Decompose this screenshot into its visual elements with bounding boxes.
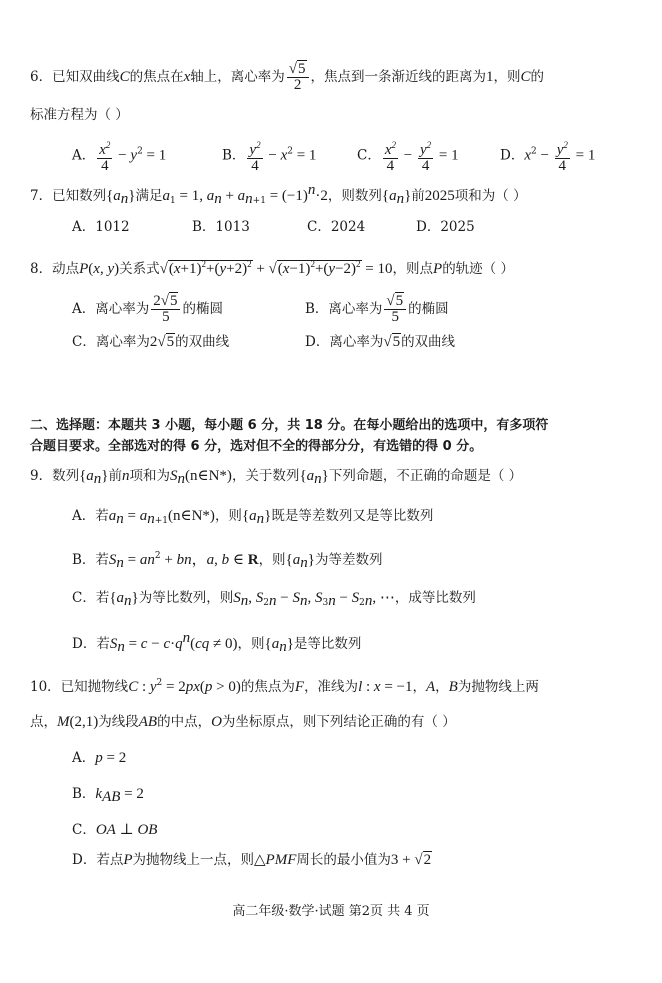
q8-option-text: 的双曲线	[401, 334, 456, 350]
q6-text: 轴上，离心率为	[190, 69, 285, 85]
q9-option-text: 是等比数列	[293, 636, 362, 652]
q9-option-b: B．若$S_n = an^2$ + bn，a, b ∈ R，则$\{a_n\}$为等差数列	[72, 551, 383, 571]
q7-text: 2025	[424, 188, 455, 204]
section-2-header-line-2: 合题目要求。全部选对的得 6 分，选对但不全的得部分分，有选错的得 0 分。	[30, 439, 483, 454]
q9-option-text: ，成等比数列	[394, 590, 476, 606]
q9-option-text: ，则	[237, 636, 265, 652]
question-7: 7．已知数列$\{a_n\}$满足$a_1 = 1$, $a_n + a_{n+1} = (-1)^n\cdot 2$，则数列$\{a_n\}$前2025项和为（ ）	[30, 182, 527, 207]
q6-option-b: B． $\frac{y^2}{4}$ − $x^2 = 1$	[222, 140, 317, 174]
q6-option-c: C． $\frac{x^2}{4}$ − $\frac{y^2}{4}$ = 1	[357, 140, 459, 174]
q10-text: ，准线为	[304, 679, 359, 695]
q10-text: ，	[435, 679, 449, 695]
q10-option-text: B．	[72, 786, 96, 802]
q6-text: 的焦点在	[129, 69, 184, 85]
q6-text: ，焦点到一条渐近线的距离为	[310, 69, 487, 85]
q7-text: 满足	[135, 188, 163, 204]
q6-eccentricity: $\frac{√5}{2}$	[287, 62, 309, 93]
q9-option-c: C．若$\{a_n\}$为等比数列，则$S_n$, $S_{2n} - S_n$, $S_{3n} - S_{2n}$, ⋯，成等比数列	[72, 590, 476, 609]
q10-option-b: B．$k_{AB} = 2$	[72, 786, 144, 805]
q10-option-text: 为抛物线上一点，则	[132, 852, 254, 868]
q9-option-text: B．若	[72, 552, 109, 568]
q7-text: 项和为（ ）	[454, 188, 527, 204]
section-2-header-line-1: 二、选择题：本题共 3 小题，每小题 6 分，共 18 分。在每小题给出的选项中，有多项符	[30, 418, 549, 433]
q6-text: 的	[530, 69, 545, 85]
q7-option-d: D．2025	[416, 219, 475, 235]
q10-option-a: A．p = 2	[72, 750, 127, 766]
q9-text: ，关于数列	[231, 468, 300, 484]
q8-text: 8．动点	[30, 261, 80, 277]
q7-option-a: A．1012	[72, 219, 130, 235]
q8-text: ，则点	[392, 261, 434, 277]
q7-text: 前	[411, 188, 425, 204]
q10-text: 为坐标原点，则下列结论正确的有（ ）	[221, 714, 456, 730]
q10-text: 的中点，	[157, 714, 212, 730]
q8-option-b: B．离心率为 $\frac{√5}{5}$ 的椭圆	[305, 293, 449, 325]
q10-text: 的焦点为	[240, 679, 295, 695]
q10-option-c: C．OA ⊥ OB	[72, 822, 158, 838]
q8-option-text: A．离心率为	[72, 301, 150, 317]
q6-option-d: D．$x^2$ − $\frac{y^2}{4}$ = 1	[500, 140, 596, 174]
q7-text: 7．已知数列	[30, 188, 107, 204]
q9-option-text: C．若	[72, 590, 110, 606]
q10-option-d: D．若点P为抛物线上一点，则△PMF周长的最小值为3 + √2	[72, 852, 432, 868]
q8-option-text: B．离心率为	[305, 301, 383, 317]
question-10-line-2: 点，M(2,1)为线段AB的中点，O为坐标原点，则下列结论正确的有（ ）	[30, 714, 456, 730]
q9-text: 下列命题，不正确的命题是（ ）	[328, 468, 523, 484]
question-10-line-1: 10．已知抛物线C : $y^2 = 2px(p > 0)$的焦点为F，准线为l : x = −1，A，B为抛物线上两	[30, 678, 539, 695]
q8-option-text: 的椭圆	[182, 301, 223, 317]
q6-option-a: A． $\frac{x^2}{4}$ − $y^2 = 1$	[72, 140, 167, 174]
q10-text: 为抛物线上两	[457, 679, 539, 695]
page-footer: 高二年级·数学·试题 第2页 共 4 页	[232, 904, 430, 919]
q6-text: 6．已知双曲线	[30, 69, 120, 85]
q10-option-text: A．	[72, 750, 96, 766]
q7-text: ，则数列	[327, 188, 382, 204]
q8-option-text: 的双曲线	[175, 334, 230, 350]
question-9: 9．数列$\{a_n\}$前n项和为$S_n(n\in N*)$，关于数列$\{a_n\}$下列命题，不正确的命题是（ ）	[30, 468, 523, 487]
q9-text: 项和为	[129, 468, 170, 484]
q9-option-text: 既是等差数列又是等比数列	[271, 508, 434, 524]
q8-option-text: 的椭圆	[408, 301, 449, 317]
q10-option-text: C．	[72, 822, 96, 838]
question-6-line-2: 标准方程为（ ）	[30, 107, 129, 123]
question-8: 8．动点P(x, y)关系式$√(x+1)^2+(y+2)^2 + √(x-1)^2+(y-2)^2 = 10$，则点P的轨迹（ ）	[30, 259, 514, 277]
q8-option-text: D．离心率为	[305, 334, 384, 350]
q10-text: ，	[412, 679, 426, 695]
q9-option-text: ，则	[214, 508, 242, 524]
q8-option-d: D．离心率为√5的双曲线	[305, 334, 456, 350]
q8-text: 的轨迹（ ）	[442, 261, 514, 277]
q10-text: 10．已知抛物线	[30, 679, 129, 695]
q8-option-c: C．离心率为2√5的双曲线	[72, 334, 230, 350]
q9-option-text: ，则	[258, 552, 286, 568]
q8-text: 关系式	[119, 261, 160, 277]
q10-text: 为线段	[98, 714, 139, 730]
q9-option-text: 为等比数列，则	[138, 590, 234, 606]
q9-option-text: A．若	[72, 508, 109, 524]
q8-option-a: A．离心率为 $\frac{2√5}{5}$ 的椭圆	[72, 293, 223, 325]
question-6-line-1: 6．已知双曲线C的焦点在x轴上，离心率为 $\frac{√5}{2}$ ，焦点到一条渐近线的距离为1，则C的	[30, 61, 545, 93]
q10-option-text: D．若点	[72, 852, 124, 868]
q9-option-text: D．若	[72, 636, 110, 652]
q9-option-a: A．若$a_n$ = $a_{n+1}(n\in N*)$，则$\{a_n\}$既是等差数列又是等比数列	[72, 508, 434, 527]
q7-option-c: C．2024	[307, 219, 366, 235]
q10-text: 点，	[30, 714, 57, 730]
q10-option-text: 周长的最小值为	[296, 852, 391, 868]
q8-option-text: C．离心率为	[72, 334, 150, 350]
q9-text: 9．数列	[30, 468, 80, 484]
q9-option-d: D．若$S_n = c - c\cdot q^n(cq \ne 0)$，则$\{a_n\}$是等比数列	[72, 630, 362, 655]
q6-text: 1	[486, 69, 494, 85]
q7-option-b: B．1013	[192, 219, 250, 235]
q9-option-text: 为等差数列	[314, 552, 383, 568]
q9-text: 前	[108, 468, 122, 484]
q6-text: ，则	[493, 69, 521, 85]
